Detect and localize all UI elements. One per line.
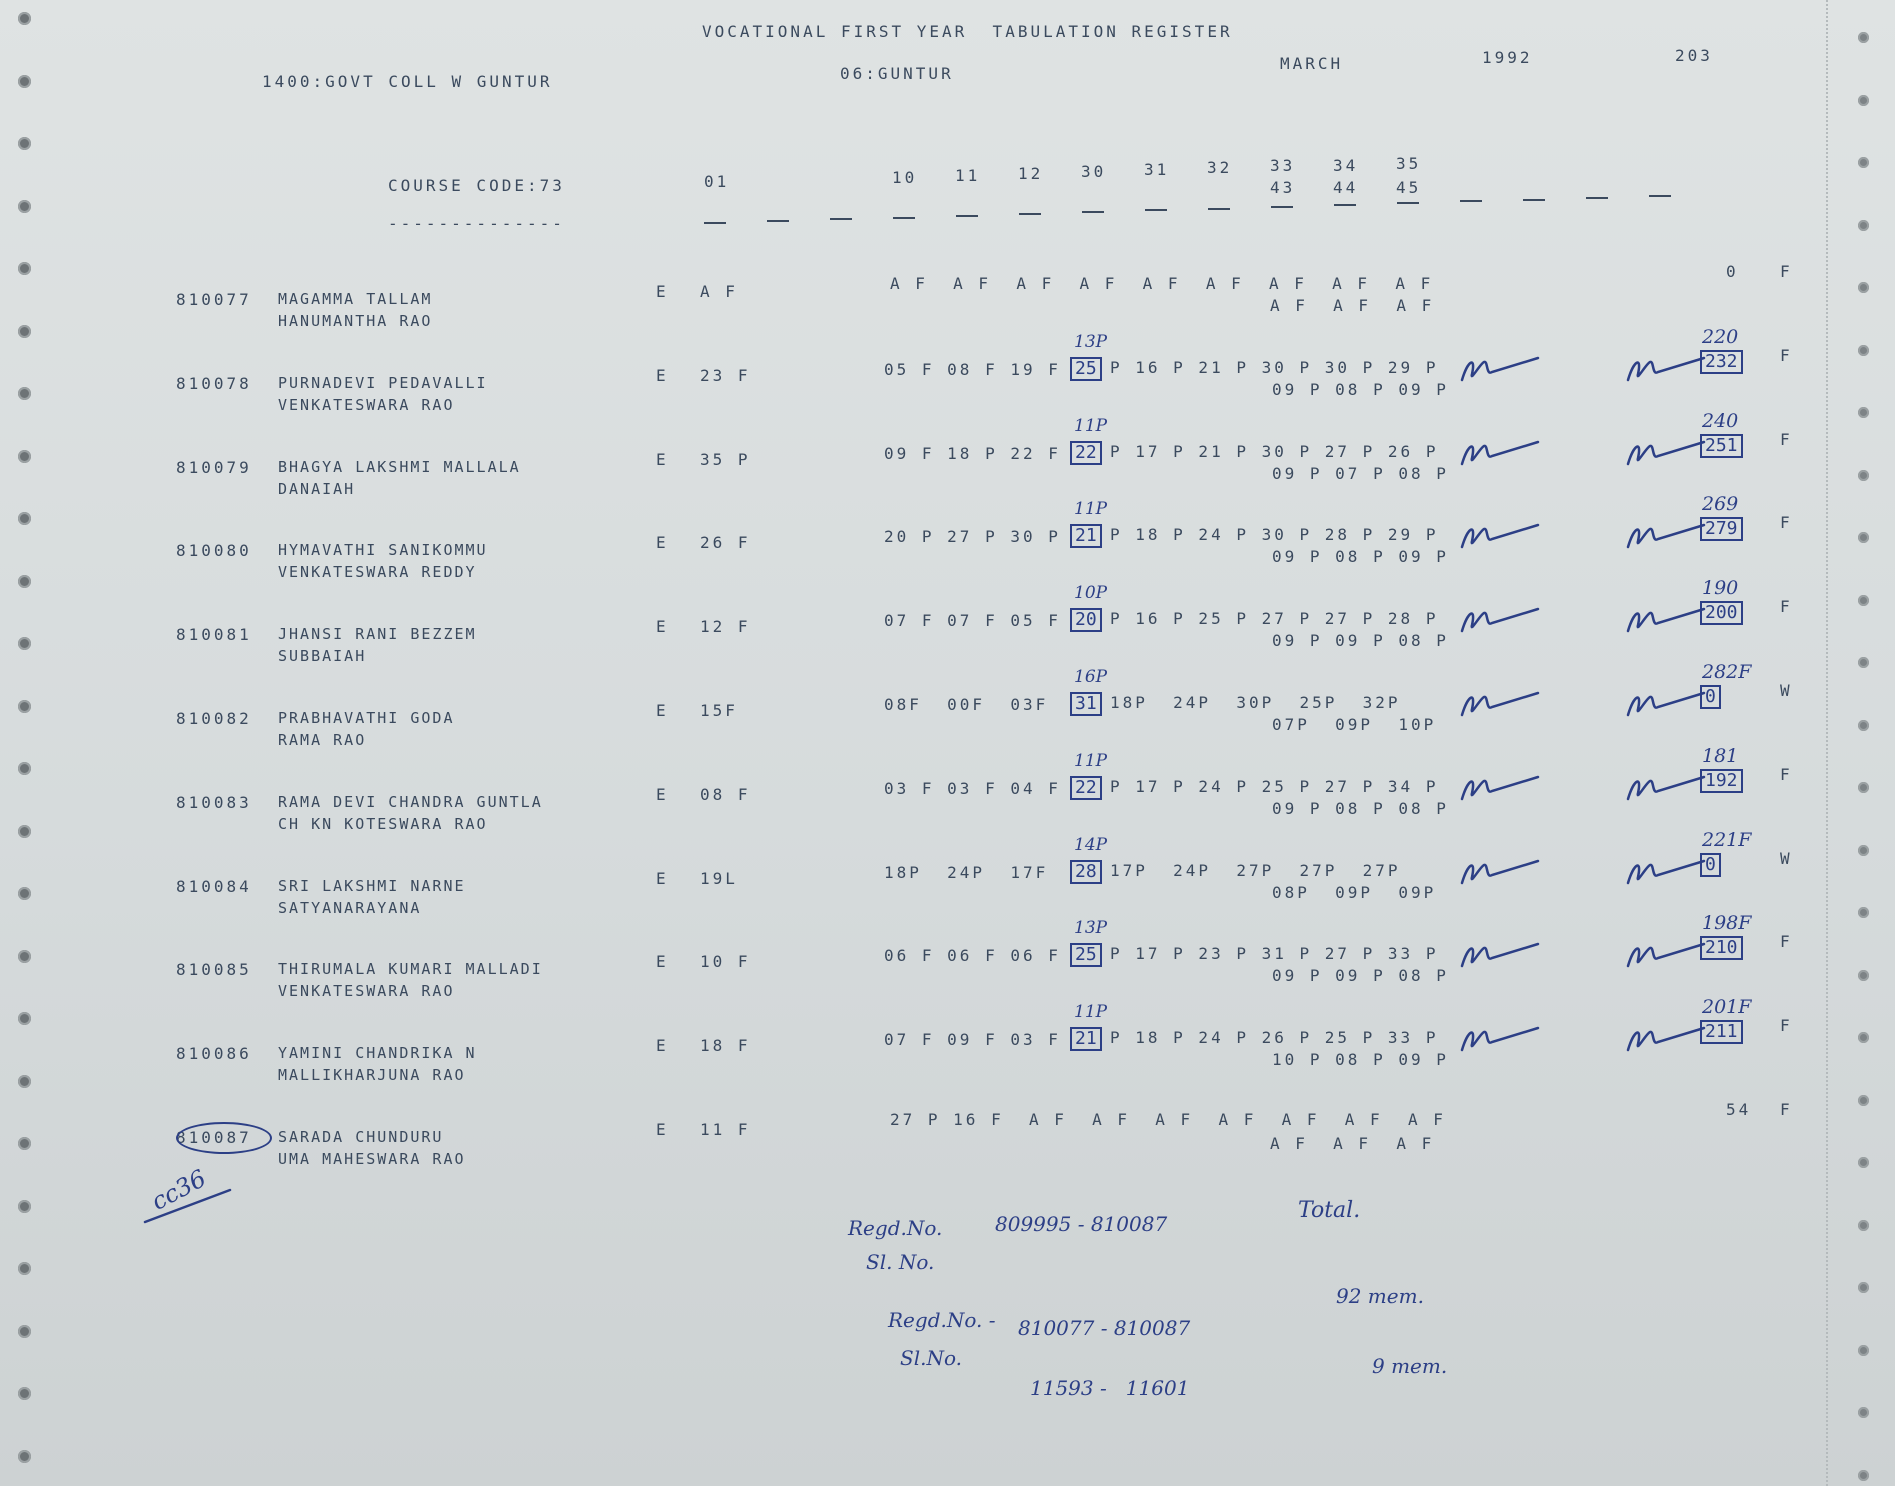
medium-code: E bbox=[656, 365, 669, 385]
regd-label-1: Regd.No. bbox=[848, 1216, 943, 1240]
subject-01-mark: 26 F bbox=[700, 533, 751, 553]
revised-total-note: 220 bbox=[1702, 325, 1739, 348]
medium-code: E bbox=[656, 1036, 669, 1056]
column-dash bbox=[1523, 199, 1545, 201]
column-dash bbox=[956, 215, 978, 217]
parent-name: VENKATESWARA RAO bbox=[278, 982, 455, 1001]
total-marks-box: 200 bbox=[1700, 601, 1743, 625]
total-marks-box: 0 bbox=[1700, 685, 1721, 709]
register-title: VOCATIONAL FIRST YEAR TABULATION REGISTER bbox=[702, 22, 1233, 41]
subject-01-mark: 18 F bbox=[700, 1036, 751, 1056]
tractor-hole bbox=[1858, 157, 1869, 168]
subject-01-mark: 35 P bbox=[700, 449, 751, 469]
parent-name: DANAIAH bbox=[278, 479, 356, 498]
examiner-signature bbox=[1458, 436, 1548, 476]
parent-name: VENKATESWARA REDDY bbox=[278, 563, 477, 582]
tractor-hole bbox=[1858, 407, 1869, 418]
column-header-sub: 43 bbox=[1270, 178, 1296, 197]
total-marks-box: 211 bbox=[1700, 1020, 1743, 1044]
subject-marks-sub: 07P 09P 10P bbox=[1272, 715, 1437, 734]
tractor-hole bbox=[18, 12, 31, 25]
tractor-hole bbox=[18, 137, 31, 150]
subject-marks-part1: 05 F 08 F 19 F bbox=[884, 359, 1061, 379]
tractor-hole bbox=[1858, 907, 1869, 918]
perforation-line bbox=[1826, 0, 1828, 1486]
examiner-signature bbox=[1458, 603, 1548, 643]
total-marks-box: 251 bbox=[1700, 434, 1743, 458]
parent-name: SATYANARAYANA bbox=[278, 898, 422, 917]
subject-marks-part2: P 18 P 24 P 26 P 25 P 33 P bbox=[1110, 1028, 1439, 1048]
column-header-sub: 44 bbox=[1333, 178, 1359, 197]
column-dash bbox=[1649, 195, 1671, 197]
student-id: 810084 bbox=[176, 876, 252, 896]
tractor-hole bbox=[18, 1075, 31, 1088]
tractor-hole bbox=[18, 1200, 31, 1213]
subject-01-mark: 15F bbox=[700, 701, 738, 720]
corrected-mark-note: 10P bbox=[1074, 583, 1108, 604]
tractor-hole bbox=[1858, 845, 1869, 856]
corrected-mark-note: 11P bbox=[1074, 1002, 1108, 1023]
subject-marks-sub: 09 P 09 P 08 P bbox=[1272, 966, 1449, 986]
student-name: HYMAVATHI SANIKOMMU bbox=[278, 541, 488, 560]
total-marks-box: 210 bbox=[1700, 936, 1743, 960]
college-name: 1400:GOVT COLL W GUNTUR bbox=[262, 72, 553, 91]
student-id: 810085 bbox=[176, 960, 252, 980]
tractor-hole bbox=[18, 1387, 31, 1400]
medium-code: E bbox=[656, 449, 669, 469]
tractor-hole bbox=[1858, 1407, 1869, 1418]
tractor-hole bbox=[18, 450, 31, 463]
subject-marks-part1: 03 F 03 F 04 F bbox=[884, 778, 1061, 798]
column-header: 35 bbox=[1396, 154, 1422, 173]
subject-marks-part2: P 18 P 24 P 30 P 28 P 29 P bbox=[1110, 525, 1439, 545]
tractor-hole bbox=[1858, 1095, 1869, 1106]
subject-01-mark: 12 F bbox=[700, 617, 751, 637]
result-code: F bbox=[1780, 597, 1793, 617]
subject-marks-sub: 09 P 07 P 08 P bbox=[1272, 463, 1449, 483]
regd-range-2: 810077 - 810087 bbox=[1018, 1316, 1191, 1340]
corrected-mark-box: 25 bbox=[1070, 943, 1102, 967]
corrected-mark-note: 13P bbox=[1074, 331, 1108, 352]
column-dash bbox=[1397, 202, 1419, 204]
tractor-hole bbox=[18, 325, 31, 338]
subject-marks-part1: 07 F 07 F 05 F bbox=[884, 611, 1061, 631]
subject-marks-sub: 09 P 08 P 09 P bbox=[1272, 379, 1449, 399]
tractor-hole bbox=[18, 1450, 31, 1463]
student-name: SRI LAKSHMI NARNE bbox=[278, 876, 466, 895]
subject-marks: A F A F A F A F A F A F A F A F A F bbox=[890, 274, 1434, 293]
corrected-mark-box: 21 bbox=[1070, 1027, 1102, 1051]
subject-marks-sub: 09 P 08 P 09 P bbox=[1272, 547, 1449, 567]
student-name: PURNADEVI PEDAVALLI bbox=[278, 373, 488, 392]
corrected-mark-box: 28 bbox=[1070, 860, 1102, 884]
subject-marks-part1: 18P 24P 17F bbox=[884, 862, 1049, 882]
tractor-hole bbox=[1858, 1220, 1869, 1231]
revised-total-note: 201F bbox=[1702, 996, 1752, 1019]
column-dash bbox=[1208, 208, 1230, 210]
sl-label-2: Sl.No. bbox=[900, 1346, 963, 1370]
column-header-sub: 45 bbox=[1396, 178, 1422, 197]
tractor-hole bbox=[18, 887, 31, 900]
total-marks: 0 bbox=[1726, 262, 1739, 281]
student-id: 810081 bbox=[176, 625, 252, 645]
tractor-hole bbox=[18, 200, 31, 213]
subject-01-mark: A F bbox=[700, 282, 738, 301]
student-id: 810086 bbox=[176, 1044, 252, 1064]
tractor-hole bbox=[1858, 595, 1869, 606]
tractor-hole bbox=[18, 950, 31, 963]
tractor-hole bbox=[1858, 32, 1869, 43]
result-code: F bbox=[1780, 1100, 1793, 1119]
column-header: 31 bbox=[1144, 160, 1170, 179]
column-dash bbox=[1145, 209, 1167, 211]
revised-total-note: 181 bbox=[1702, 744, 1739, 767]
parent-name: CH KN KOTESWARA RAO bbox=[278, 814, 488, 833]
tractor-hole bbox=[18, 512, 31, 525]
tractor-hole bbox=[1858, 657, 1869, 668]
subject-marks-part2: 17P 24P 27P 27P 27P bbox=[1110, 860, 1401, 880]
result-code: F bbox=[1780, 1016, 1793, 1036]
student-id: 810083 bbox=[176, 792, 252, 812]
student-id: 810077 bbox=[176, 290, 252, 309]
result-code: F bbox=[1780, 262, 1793, 281]
corrected-mark-box: 20 bbox=[1070, 608, 1102, 632]
page-number: 203 bbox=[1675, 46, 1713, 65]
corrected-mark-box: 31 bbox=[1070, 692, 1102, 716]
medium-code: E bbox=[656, 617, 669, 637]
subject-marks-part2: P 16 P 25 P 27 P 27 P 28 P bbox=[1110, 609, 1439, 629]
result-code: F bbox=[1780, 764, 1793, 784]
subject-marks-sub: 09 P 08 P 08 P bbox=[1272, 798, 1449, 818]
corrected-mark-box: 22 bbox=[1070, 776, 1102, 800]
parent-name: SUBBAIAH bbox=[278, 647, 367, 666]
parent-name: RAMA RAO bbox=[278, 731, 367, 749]
margin-note: cc36 bbox=[146, 1164, 211, 1216]
revised-total-note: 190 bbox=[1702, 577, 1739, 600]
parent-name: UMA MAHESWARA RAO bbox=[278, 1150, 466, 1168]
student-name: JHANSI RANI BEZZEM bbox=[278, 625, 477, 644]
column-header: 34 bbox=[1333, 156, 1359, 175]
tractor-hole bbox=[1858, 1282, 1869, 1293]
examiner-signature bbox=[1458, 352, 1548, 392]
tractor-hole bbox=[18, 1012, 31, 1025]
column-dash bbox=[893, 217, 915, 219]
student-name: SARADA CHUNDURU bbox=[278, 1128, 444, 1146]
medium-code: E bbox=[656, 784, 669, 804]
column-dash bbox=[1271, 206, 1293, 208]
column-header: 30 bbox=[1081, 162, 1107, 181]
examiner-signature bbox=[1458, 855, 1548, 895]
tractor-holes-right bbox=[1848, 0, 1888, 1486]
result-code: W bbox=[1780, 681, 1793, 700]
corrected-mark-note: 11P bbox=[1074, 750, 1108, 771]
tractor-hole bbox=[1858, 782, 1869, 793]
tractor-hole bbox=[1858, 470, 1869, 481]
circled-id-mark bbox=[176, 1122, 272, 1154]
tractor-hole bbox=[1858, 282, 1869, 293]
medium-code: E bbox=[656, 533, 669, 553]
tractor-hole bbox=[18, 1137, 31, 1150]
result-code: F bbox=[1780, 345, 1793, 365]
district-name: 06:GUNTUR bbox=[840, 64, 954, 83]
student-name: YAMINI CHANDRIKA N bbox=[278, 1044, 477, 1063]
tractor-hole bbox=[1858, 220, 1869, 231]
corrected-mark-note: 11P bbox=[1074, 415, 1108, 436]
examiner-signature bbox=[1458, 771, 1548, 811]
parent-name: VENKATESWARA RAO bbox=[278, 395, 455, 414]
medium-code: E bbox=[656, 868, 669, 888]
subject-marks-sub: A F A F A F bbox=[1270, 296, 1435, 315]
sl-label-1: Sl. No. bbox=[866, 1250, 935, 1274]
subject-01-mark: 19L bbox=[700, 868, 738, 888]
corrected-mark-note: 16P bbox=[1074, 667, 1108, 687]
medium-code: E bbox=[656, 282, 669, 301]
subject-marks-sub: 09 P 09 P 08 P bbox=[1272, 631, 1449, 651]
student-id: 810078 bbox=[176, 373, 252, 393]
column-dash bbox=[1082, 211, 1104, 213]
revised-total-note: 198F bbox=[1702, 912, 1752, 935]
exam-year: 1992 bbox=[1482, 48, 1533, 67]
total-marks: 54 bbox=[1726, 1100, 1752, 1119]
result-code: W bbox=[1780, 848, 1793, 868]
column-dash bbox=[1460, 200, 1482, 202]
member-count-2: 9 mem. bbox=[1372, 1354, 1448, 1378]
member-count-1: 92 mem. bbox=[1336, 1284, 1424, 1308]
subject-marks: 27 P 16 F A F A F A F A F A F A F A F bbox=[890, 1110, 1446, 1129]
total-marks-box: 232 bbox=[1700, 350, 1743, 374]
tractor-hole bbox=[18, 825, 31, 838]
corrected-mark-note: 13P bbox=[1074, 918, 1108, 939]
examiner-signature bbox=[1458, 1022, 1548, 1062]
tractor-hole bbox=[1858, 345, 1869, 356]
tractor-hole bbox=[18, 637, 31, 650]
tractor-hole bbox=[18, 700, 31, 713]
subject-marks-sub: 10 P 08 P 09 P bbox=[1272, 1050, 1449, 1070]
tractor-hole bbox=[1858, 1157, 1869, 1168]
examiner-signature bbox=[1458, 938, 1548, 978]
subject-01-mark: 10 F bbox=[700, 952, 751, 972]
total-marks-box: 192 bbox=[1700, 769, 1743, 793]
subject-marks-part2: P 17 P 23 P 31 P 27 P 33 P bbox=[1110, 944, 1439, 964]
regd-label-2: Regd.No. - bbox=[888, 1308, 996, 1332]
course-code-underline: -------------- bbox=[388, 214, 565, 233]
tractor-hole bbox=[1858, 1032, 1869, 1043]
tractor-hole bbox=[18, 575, 31, 588]
tractor-hole bbox=[1858, 970, 1869, 981]
exam-month: MARCH bbox=[1280, 54, 1344, 73]
student-id: 810087 bbox=[176, 1128, 252, 1147]
column-header: 32 bbox=[1207, 158, 1233, 177]
sl-range-2: 11593 - 11601 bbox=[1030, 1376, 1190, 1400]
parent-name: HANUMANTHA RAO bbox=[278, 312, 433, 330]
medium-code: E bbox=[656, 701, 669, 720]
column-dash bbox=[1334, 204, 1356, 206]
tractor-hole bbox=[18, 75, 31, 88]
student-id: 810082 bbox=[176, 709, 252, 728]
examiner-signature bbox=[1458, 519, 1548, 559]
tractor-hole bbox=[1858, 720, 1869, 731]
total-marks-box: 279 bbox=[1700, 517, 1743, 541]
total-marks-box: 0 bbox=[1700, 853, 1721, 877]
column-dash bbox=[1586, 197, 1608, 199]
corrected-mark-box: 22 bbox=[1070, 441, 1102, 465]
tractor-hole bbox=[18, 762, 31, 775]
parent-name: MALLIKHARJUNA RAO bbox=[278, 1066, 466, 1085]
regd-range-1: 809995 - 810087 bbox=[995, 1212, 1168, 1236]
tractor-hole bbox=[1858, 95, 1869, 106]
medium-code: E bbox=[656, 1120, 669, 1139]
tractor-hole bbox=[1858, 532, 1869, 543]
subject-marks-sub: 08P 09P 09P bbox=[1272, 882, 1437, 902]
revised-total-note: 269 bbox=[1702, 493, 1739, 516]
revised-total-note: 240 bbox=[1702, 409, 1739, 432]
corrected-mark-box: 25 bbox=[1070, 357, 1102, 381]
student-name: MAGAMMA TALLAM bbox=[278, 290, 433, 308]
revised-total-note: 221F bbox=[1702, 828, 1752, 851]
examiner-signature bbox=[1458, 687, 1548, 727]
student-id: 810080 bbox=[176, 541, 252, 561]
subject-marks-part2: 18P 24P 30P 25P 32P bbox=[1110, 693, 1401, 712]
corrected-mark-note: 14P bbox=[1074, 834, 1108, 855]
subject-marks-part1: 20 P 27 P 30 P bbox=[884, 527, 1061, 547]
subject-01-mark: 11 F bbox=[700, 1120, 751, 1139]
result-code: F bbox=[1780, 429, 1793, 449]
corrected-mark-box: 21 bbox=[1070, 524, 1102, 548]
course-code: COURSE CODE:73 bbox=[388, 176, 565, 195]
margin-stroke bbox=[140, 1182, 240, 1232]
subject-marks-part1: 06 F 06 F 06 F bbox=[884, 946, 1061, 966]
column-dash bbox=[767, 220, 789, 222]
tractor-hole bbox=[18, 387, 31, 400]
student-name: RAMA DEVI CHANDRA GUNTLA bbox=[278, 792, 543, 811]
corrected-mark-note: 11P bbox=[1074, 499, 1108, 520]
tractor-hole bbox=[18, 262, 31, 275]
result-code: F bbox=[1780, 932, 1793, 952]
student-name: PRABHAVATHI GODA bbox=[278, 709, 455, 727]
subject-marks-sub: A F A F A F bbox=[1270, 1134, 1435, 1153]
column-dash bbox=[704, 222, 726, 224]
total-label: Total. bbox=[1298, 1198, 1361, 1223]
subject-01-mark: 23 F bbox=[700, 365, 751, 385]
tractor-holes-left bbox=[8, 0, 48, 1486]
column-header: 33 bbox=[1270, 156, 1296, 175]
subject-marks-part2: P 16 P 21 P 30 P 30 P 29 P bbox=[1110, 357, 1439, 377]
subject-01-mark: 08 F bbox=[700, 784, 751, 804]
subject-marks-part1: 08F 00F 03F bbox=[884, 695, 1049, 714]
tractor-hole bbox=[1858, 1470, 1869, 1481]
student-name: BHAGYA LAKSHMI MALLALA bbox=[278, 457, 521, 476]
revised-total-note: 282F bbox=[1702, 661, 1752, 683]
subject-marks-part1: 07 F 09 F 03 F bbox=[884, 1030, 1061, 1050]
subject-marks-part1: 09 F 18 P 22 F bbox=[884, 443, 1061, 463]
column-dash bbox=[1019, 213, 1041, 215]
subject-marks-part2: P 17 P 24 P 25 P 27 P 34 P bbox=[1110, 776, 1439, 796]
student-name: THIRUMALA KUMARI MALLADI bbox=[278, 960, 543, 979]
tractor-hole bbox=[18, 1325, 31, 1338]
column-header: 10 bbox=[892, 168, 918, 187]
column-header: 11 bbox=[955, 166, 981, 185]
column-header: 12 bbox=[1018, 164, 1044, 183]
subject-marks-part2: P 17 P 21 P 30 P 27 P 26 P bbox=[1110, 441, 1439, 461]
column-header: 01 bbox=[704, 172, 730, 191]
column-dash bbox=[830, 218, 852, 220]
medium-code: E bbox=[656, 952, 669, 972]
tractor-hole bbox=[1858, 1345, 1869, 1356]
tractor-hole bbox=[18, 1262, 31, 1275]
student-id: 810079 bbox=[176, 457, 252, 477]
result-code: F bbox=[1780, 513, 1793, 533]
